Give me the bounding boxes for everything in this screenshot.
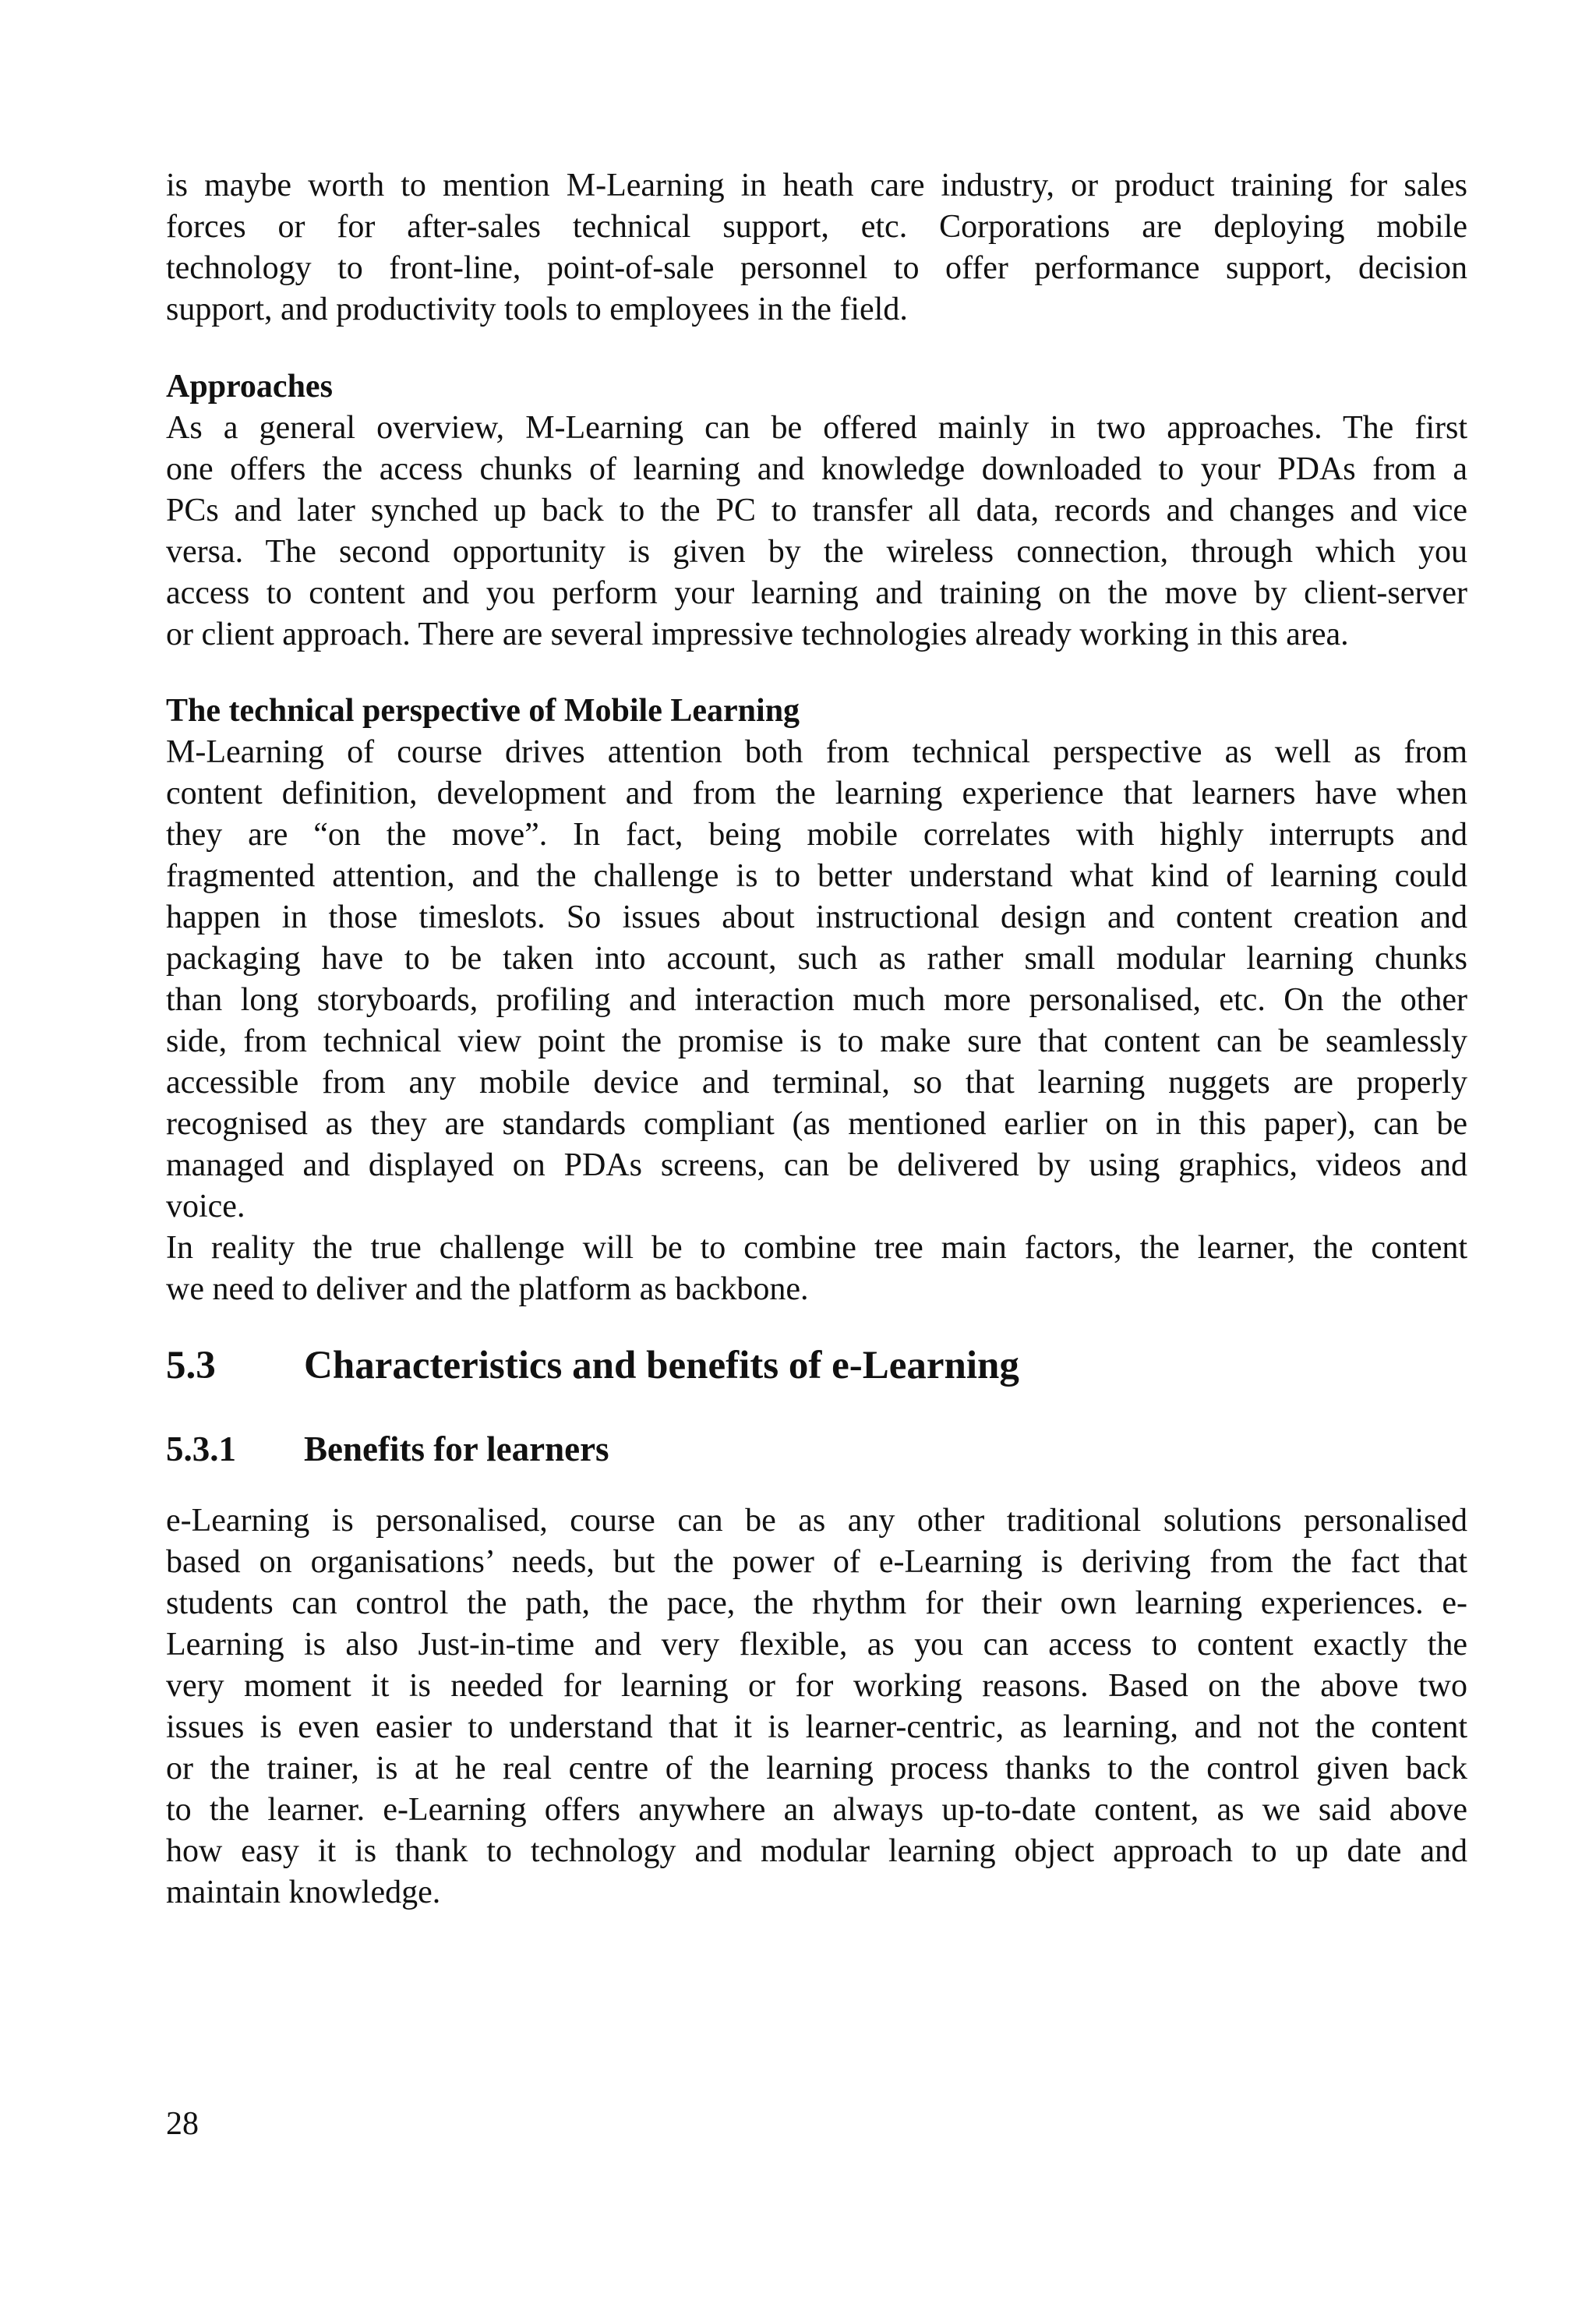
text-line: to the learner. e-Learning offers anywhere an always up-to-date content, as we said above bbox=[166, 1792, 1467, 1828]
text-line: e-Learning is personalised, course can be as any other traditional solutions personalised bbox=[166, 1503, 1467, 1539]
text-line: managed and displayed on PDAs screens, can be delivered by using graphics, videos and bbox=[166, 1147, 1467, 1183]
section-number: 5.3 bbox=[166, 1344, 216, 1387]
text-line: As a general overview, M-Learning can be offered mainly in two approaches. The first bbox=[166, 410, 1467, 446]
section-title: Characteristics and benefits of e-Learning bbox=[304, 1344, 1019, 1387]
text-line: Learning is also Just-in-time and very flexible, as you can access to content exactly the bbox=[166, 1627, 1467, 1663]
subsection-title: Benefits for learners bbox=[304, 1429, 609, 1468]
text-line: one offers the access chunks of learning and knowledge downloaded to your PDAs from a bbox=[166, 451, 1467, 487]
text-line: based on organisations’ needs, but the power of e-Learning is deriving from the fact that bbox=[166, 1544, 1467, 1580]
approaches-heading: Approaches bbox=[166, 369, 333, 405]
text-line: technology to front-line, point-of-sale personnel to offer performance support, decision bbox=[166, 250, 1467, 286]
text-line: is maybe worth to mention M-Learning in heath care industry, or product training for sales bbox=[166, 168, 1467, 203]
text-line: accessible from any mobile device and terminal, so that learning nuggets are properly bbox=[166, 1065, 1467, 1101]
text-line: recognised as they are standards compliant (as mentioned earlier on in this paper), can be bbox=[166, 1106, 1467, 1142]
text-line: or client approach. There are several impressive technologies already working in this area. bbox=[166, 617, 1349, 652]
text-line: happen in those timeslots. So issues about instructional design and content creation and bbox=[166, 899, 1467, 935]
text-line: than long storyboards, profiling and interaction much more personalised, etc. On the other bbox=[166, 982, 1467, 1018]
text-line: very moment it is needed for learning or for working reasons. Based on the above two bbox=[166, 1668, 1467, 1704]
text-line: maintain knowledge. bbox=[166, 1875, 441, 1910]
text-line: voice. bbox=[166, 1189, 245, 1224]
text-line: In reality the true challenge will be to combine tree main factors, the learner, the content bbox=[166, 1230, 1467, 1266]
text-line: forces or for after-sales technical support, etc. Corporations are deploying mobile bbox=[166, 209, 1467, 245]
text-line: access to content and you perform your learning and training on the move by client-server bbox=[166, 575, 1467, 611]
page-number: 28 bbox=[166, 2106, 199, 2142]
section-heading bbox=[166, 1342, 1019, 1389]
subsection-heading bbox=[166, 1428, 609, 1470]
text-line: M-Learning of course drives attention both from technical perspective as well as from bbox=[166, 734, 1467, 770]
text-line: support, and productivity tools to employees in the field. bbox=[166, 292, 908, 327]
text-line: we need to deliver and the platform as backbone. bbox=[166, 1271, 809, 1307]
text-line: content definition, development and from the learning experience that learners have when bbox=[166, 776, 1467, 811]
text-line: or the trainer, is at he real centre of the learning process thanks to the control given back bbox=[166, 1751, 1467, 1786]
subsection-number: 5.3.1 bbox=[166, 1429, 236, 1468]
text-line: packaging have to be taken into account, such as rather small modular learning chunks bbox=[166, 941, 1467, 977]
technical-paragraph bbox=[166, 732, 1467, 1310]
text-line: fragmented attention, and the challenge is to better understand what kind of learning could bbox=[166, 858, 1467, 894]
technical-heading: The technical perspective of Mobile Learning bbox=[166, 693, 800, 729]
approaches-paragraph bbox=[166, 408, 1467, 656]
text-line: students can control the path, the pace, the rhythm for their own learning experiences. e- bbox=[166, 1585, 1467, 1621]
text-line: how easy it is thank to technology and modular learning object approach to up date and bbox=[166, 1833, 1467, 1869]
intro-paragraph bbox=[166, 165, 1467, 330]
benefits-paragraph bbox=[166, 1500, 1467, 1914]
text-line: PCs and later synched up back to the PC to transfer all data, records and changes and vice bbox=[166, 493, 1467, 528]
text-line: side, from technical view point the promise is to make sure that content can be seamlessly bbox=[166, 1023, 1467, 1059]
text-line: they are “on the move”. In fact, being mobile correlates with highly interrupts and bbox=[166, 817, 1467, 853]
text-line: versa. The second opportunity is given by the wireless connection, through which you bbox=[166, 534, 1467, 570]
text-line: issues is even easier to understand that it is learner-centric, as learning, and not the content bbox=[166, 1709, 1467, 1745]
